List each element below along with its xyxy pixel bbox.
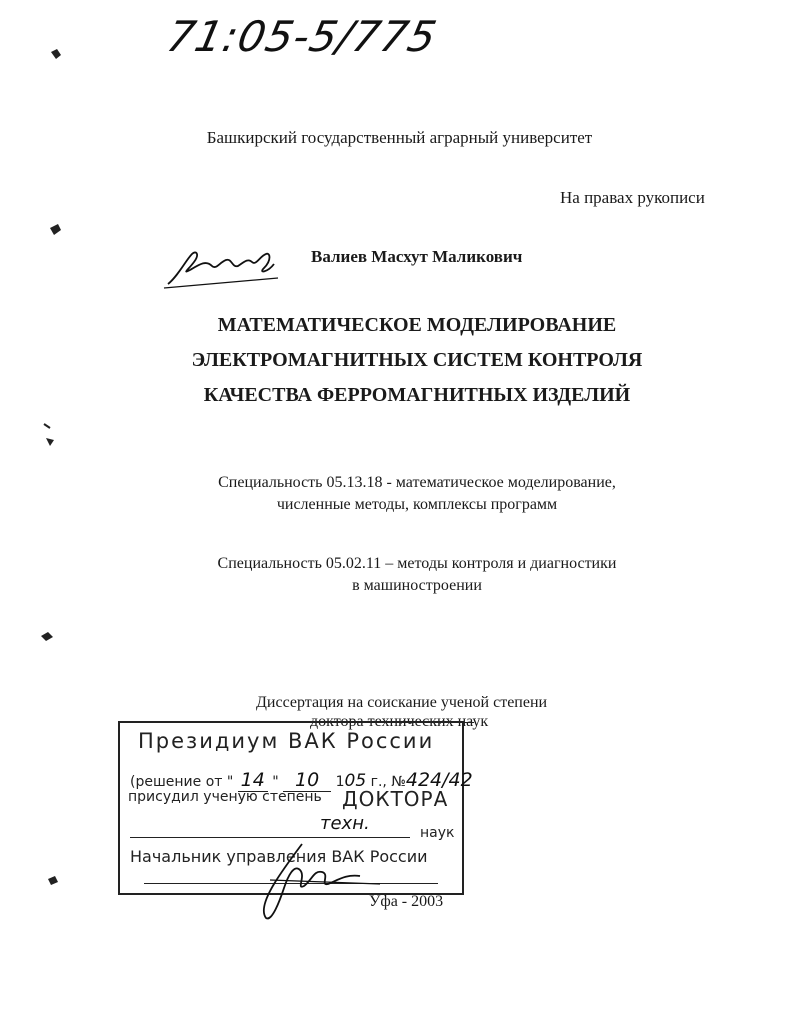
dissertation-degree-subline: доктора технических наук: [310, 713, 489, 730]
city-year: Уфа - 2003: [369, 893, 444, 910]
specialty-line: Специальность 05.02.11 – методы контроля и диагностики: [217, 555, 617, 572]
specialty-2: [0, 553, 799, 597]
stamp-science: наук: [420, 825, 455, 841]
title-line: МАТЕМАТИЧЕСКОЕ МОДЕЛИРОВАНИЕ: [217, 314, 617, 336]
decision-month: 10: [283, 769, 331, 792]
decision-quote: ": [272, 774, 279, 790]
decision-number: 424/42: [405, 769, 473, 791]
degree-field: техн.: [320, 813, 370, 834]
punch-mark: [46, 438, 54, 446]
decision-number-prefix: г., №: [370, 774, 406, 790]
university-name: Башкирский государственный аграрный университет: [206, 128, 593, 147]
author-signature: [160, 240, 285, 292]
decision-prefix: (решение от ": [130, 774, 234, 790]
specialty-1: [0, 472, 799, 516]
title-line: КАЧЕСТВА ФЕРРОМАГНИТНЫХ ИЗДЕЛИЙ: [203, 384, 631, 406]
dissertation-degree-line: Диссертация на соискание ученой степени: [256, 694, 548, 711]
stamp-awarded-degree: ДОКТОРА: [342, 787, 449, 811]
specialty-line: Специальность 05.13.18 - математическое моделирование,: [218, 474, 616, 491]
decision-year: 05: [344, 771, 367, 791]
decision-day: 14: [238, 769, 268, 792]
stamp-chief: Начальник управления ВАК России: [130, 847, 428, 866]
specialty-line: численные методы, комплексы программ: [276, 496, 558, 513]
science-line: [130, 837, 410, 838]
stamp-title: Президиум ВАК России: [138, 729, 435, 753]
dissertation-title: [0, 308, 799, 413]
author-name: Валиев Масхут Маликович: [311, 247, 523, 266]
stamp-awarded: присудил ученую степень: [128, 789, 322, 805]
rights-notice: На правах рукописи: [560, 188, 705, 207]
chief-signature: [250, 840, 390, 924]
specialty-line: в машиностроении: [352, 577, 482, 594]
title-line: ЭЛЕКТРОМАГНИТНЫХ СИСТЕМ КОНТРОЛЯ: [191, 349, 643, 371]
punch-mark: [41, 632, 53, 641]
punch-mark: [44, 424, 50, 428]
punch-mark: [51, 49, 61, 59]
punch-mark: [48, 876, 58, 885]
decision-year-prefix: 1: [335, 774, 345, 790]
punch-mark: [50, 224, 61, 235]
archive-number: 71:05-5/775: [162, 12, 442, 61]
